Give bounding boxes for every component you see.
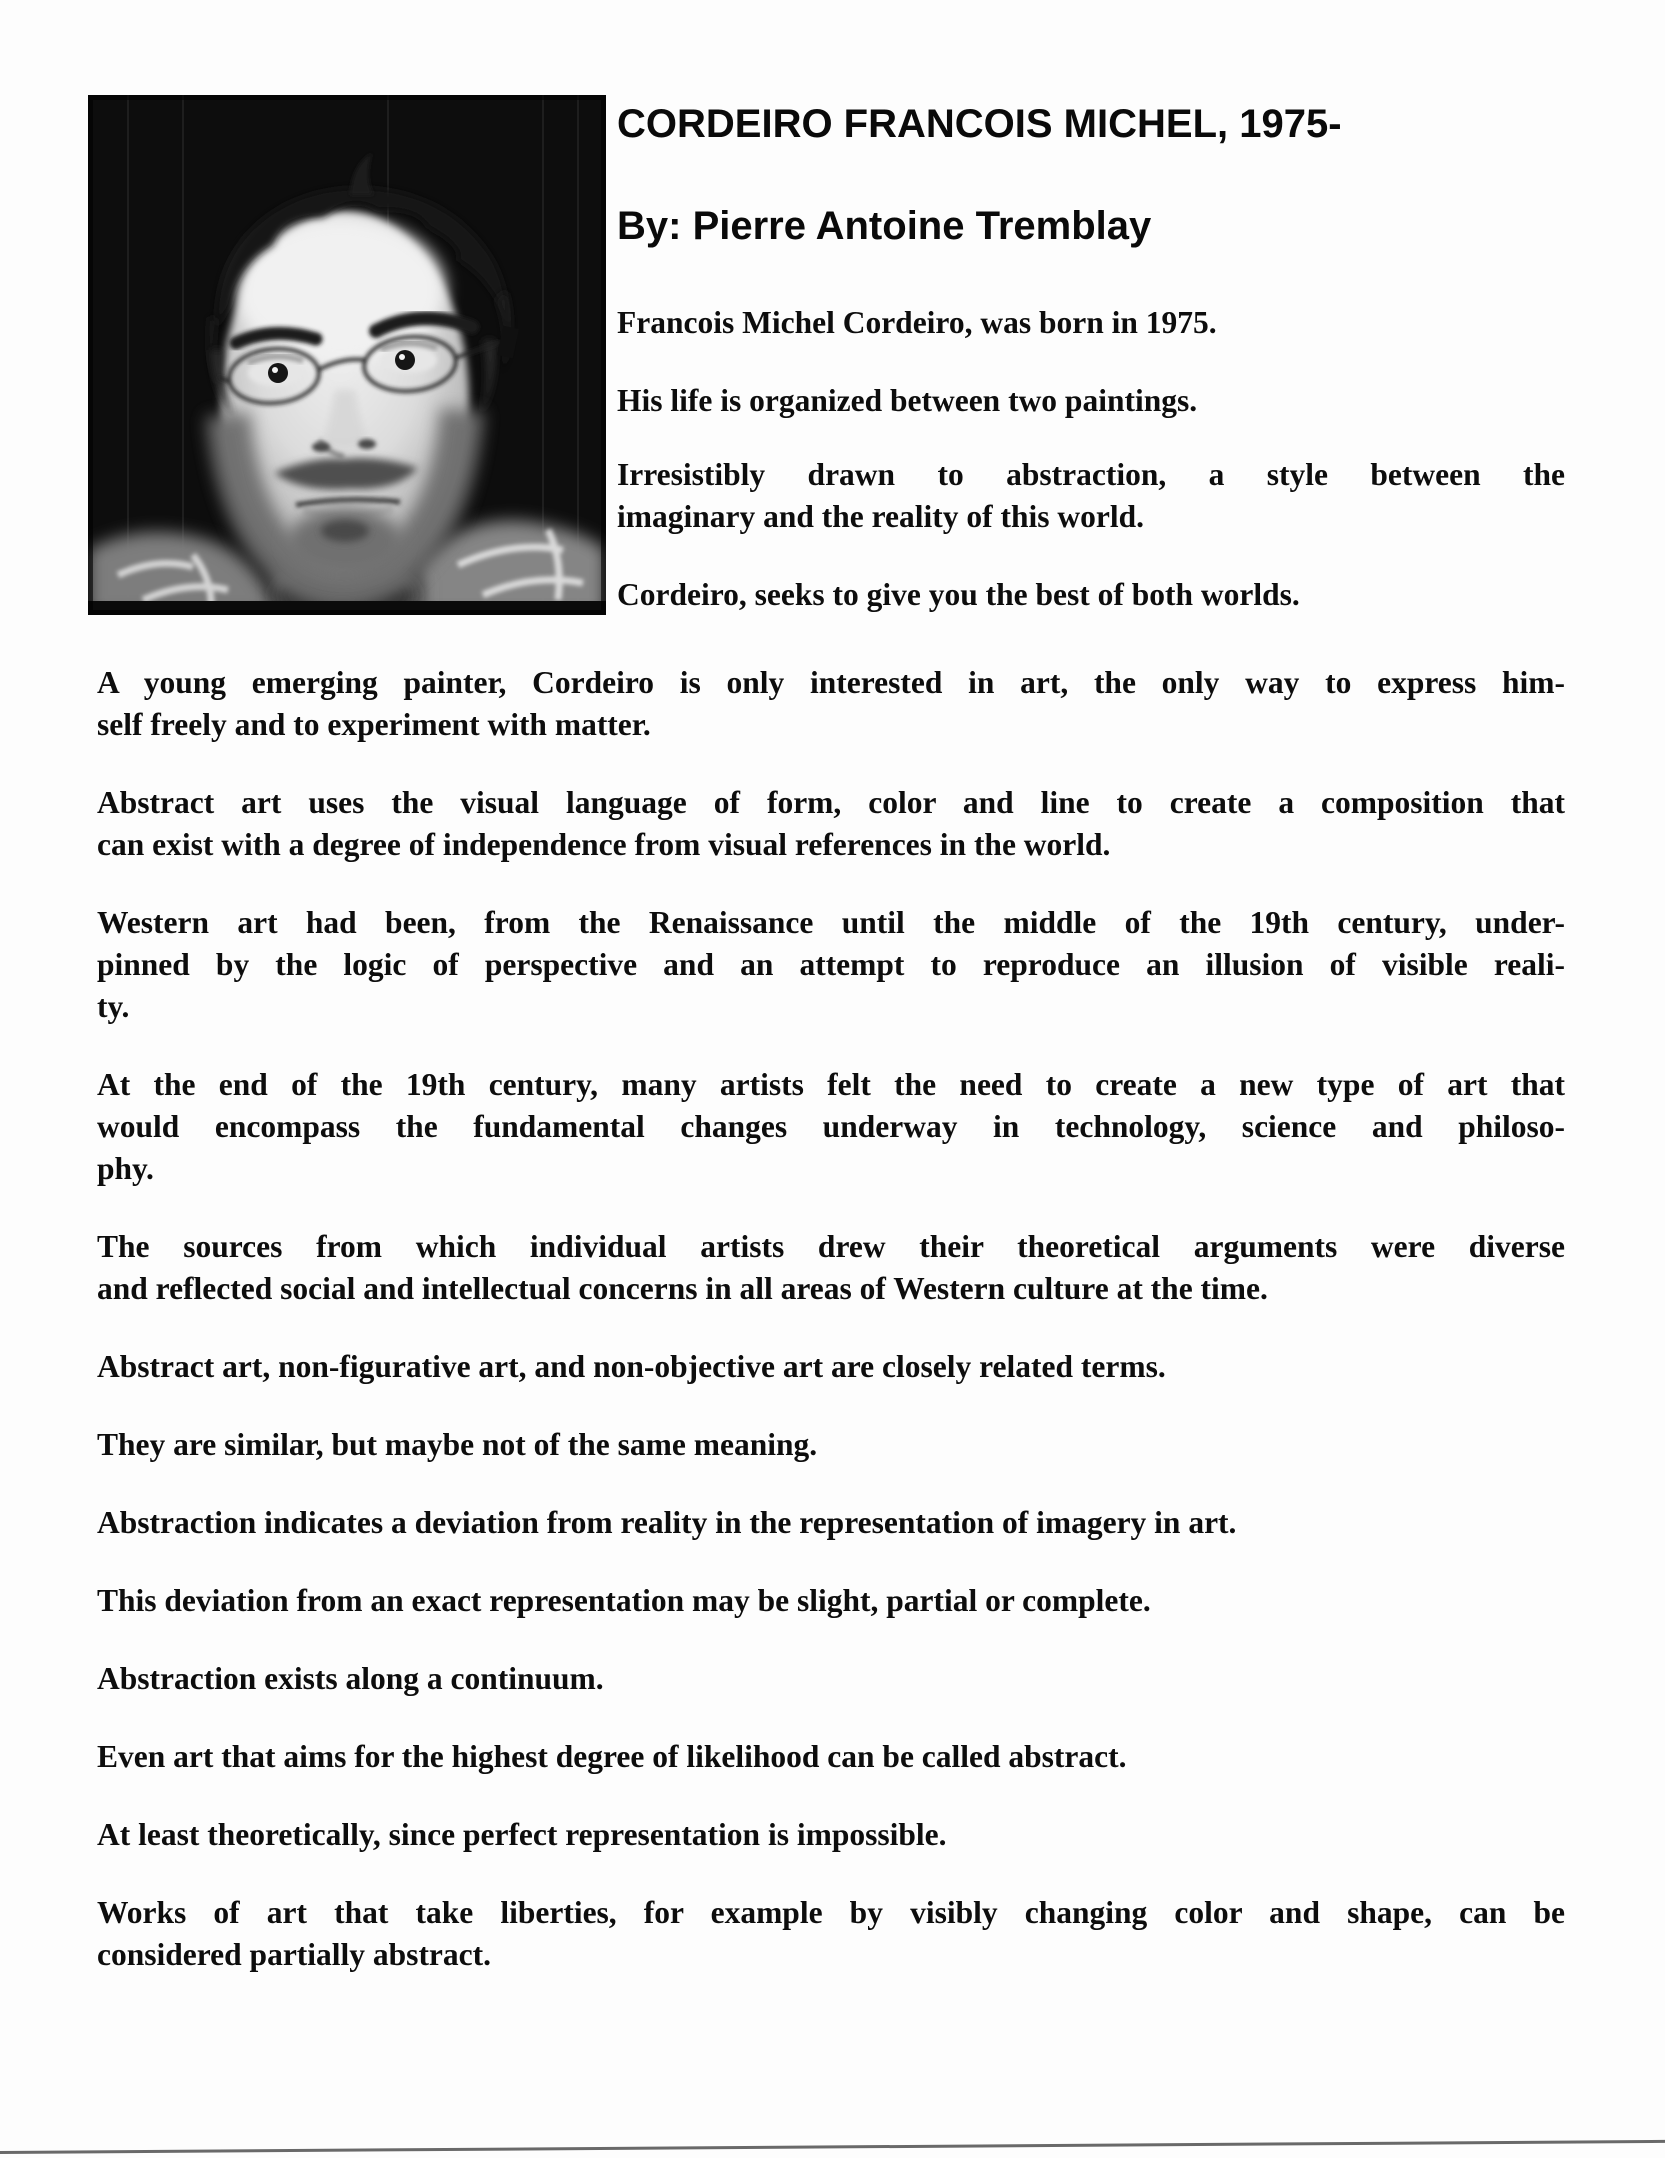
- byline: By: Pierre Antoine Tremblay: [617, 204, 1152, 248]
- paragraph-line: self freely and to experiment with matter.: [97, 707, 651, 742]
- paragraph-line: Abstraction exists along a continuum.: [97, 1661, 604, 1696]
- paragraph: [97, 662, 1565, 746]
- paragraph-line: Western art had been, from the Renaissance until the middle of the 19th century, under-: [97, 905, 1565, 940]
- paragraph-line: Abstract art uses the visual language of form, color and line to create a composition that: [97, 785, 1565, 820]
- paragraph: [97, 1658, 1565, 1700]
- paragraph-line: At least theoretically, since perfect representation is impossible.: [97, 1817, 947, 1852]
- paragraph-line: Francois Michel Cordeiro, was born in 1975.: [617, 305, 1217, 340]
- paragraph: [97, 902, 1565, 1028]
- paragraph-line: His life is organized between two paintings.: [617, 383, 1198, 418]
- portrait-photo-image: [88, 95, 606, 615]
- paragraph-line: can exist with a degree of independence from visual references in the world.: [97, 827, 1111, 862]
- paragraph: [617, 574, 1565, 616]
- paragraph: [617, 454, 1565, 538]
- paragraph-line: The sources from which individual artists drew their theoretical arguments were diverse: [97, 1229, 1565, 1264]
- paragraph: [97, 1064, 1565, 1190]
- scan-artifact-line: [0, 2140, 1665, 2154]
- paragraph: [97, 1502, 1565, 1544]
- paragraph-line: phy.: [97, 1151, 154, 1186]
- paragraph-line: Works of art that take liberties, for example by visibly changing color and shape, can be: [97, 1895, 1565, 1930]
- paragraph-line: Irresistibly drawn to abstraction, a style between the: [617, 457, 1565, 492]
- paragraph-line: imaginary and the reality of this world.: [617, 499, 1145, 534]
- page-title: CORDEIRO FRANCOIS MICHEL, 1975-: [617, 102, 1342, 146]
- paragraph: [97, 1580, 1565, 1622]
- paragraph-line: considered partially abstract.: [97, 1937, 492, 1972]
- paragraph: [617, 302, 1565, 344]
- paragraph-line: Abstraction indicates a deviation from reality in the representation of imagery in art.: [97, 1505, 1237, 1540]
- paragraph-line: A young emerging painter, Cordeiro is only interested in art, the only way to express him-: [97, 665, 1565, 700]
- article-body: [97, 662, 1565, 2012]
- paragraph-line: Abstract art, non-figurative art, and non-objective art are closely related terms.: [97, 1349, 1166, 1384]
- paragraph: [97, 1892, 1565, 1976]
- header: [617, 95, 1565, 616]
- paragraph: [97, 1424, 1565, 1466]
- paragraph: [97, 1736, 1565, 1778]
- paragraph-line: ty.: [97, 989, 130, 1024]
- paragraph-line: This deviation from an exact representation may be slight, partial or complete.: [97, 1583, 1151, 1618]
- intro-section: [617, 302, 1565, 616]
- paragraph-line: At the end of the 19th century, many artists felt the need to create a new type of art that: [97, 1067, 1565, 1102]
- paragraph-line: They are similar, but maybe not of the same meaning.: [97, 1427, 818, 1462]
- paragraph-line: Cordeiro, seeks to give you the best of both worlds.: [617, 577, 1300, 612]
- paragraph-line: pinned by the logic of perspective and an attempt to reproduce an illusion of visible reali-: [97, 947, 1565, 982]
- paragraph: [97, 1346, 1565, 1388]
- paragraph: [97, 1814, 1565, 1856]
- paragraph: [97, 1226, 1565, 1310]
- portrait-photo: [88, 95, 606, 615]
- paragraph-line: Even art that aims for the highest degree of likelihood can be called abstract.: [97, 1739, 1127, 1774]
- paragraph-line: would encompass the fundamental changes underway in technology, science and philoso-: [97, 1109, 1565, 1144]
- paragraph: [617, 380, 1565, 422]
- paragraph: [97, 782, 1565, 866]
- paragraph-line: and reflected social and intellectual concerns in all areas of Western culture at the time.: [97, 1271, 1268, 1306]
